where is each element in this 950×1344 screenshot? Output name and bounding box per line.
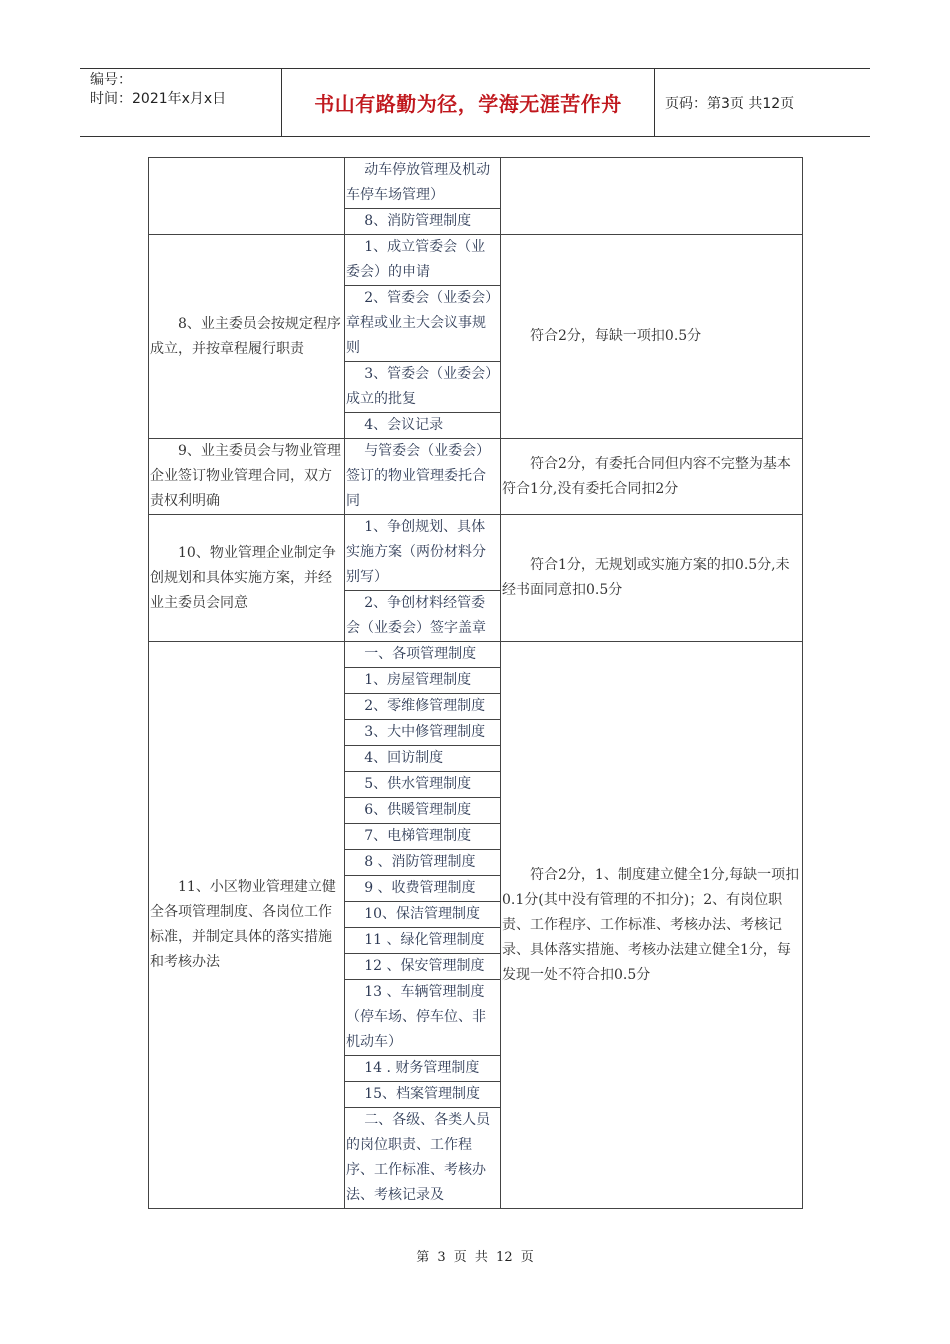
material-cell [345,1082,501,1108]
criterion-cell [149,515,345,642]
material-cell [345,235,501,286]
material-cell [345,362,501,413]
material-item-text: 3、大中修管理制度 [364,724,486,740]
material-item-text: 与管委会（业委会）签订的物业管理委托合同 [346,443,491,509]
material-item-text: 9 、收费管理制度 [364,880,476,896]
material-cell [345,824,501,850]
scoring-cell [501,235,803,439]
material-cell [345,1108,501,1209]
material-cell [345,980,501,1056]
scoring-cell [501,642,803,1209]
criterion-cell [149,642,345,1209]
criterion-text: 10、物业管理企业制定争创规划和具体实施方案，并经业主委员会同意 [150,544,336,611]
criterion-cell [149,158,345,235]
material-item-text: 1、争创规划、具体实施方案（两份材料分别写） [346,519,486,585]
header-meta [80,69,282,136]
material-cell [345,158,501,209]
material-cell [345,439,501,515]
material-item-text: 动车停放管理及机动车停车场管理） [346,162,491,203]
material-cell [345,515,501,591]
material-cell [345,642,501,668]
header-motto: 书山有路勤为径，学海无涯苦作舟 [314,92,622,116]
date-label: 时间：2021年x月x日 [90,91,227,107]
material-item-text: 5、供水管理制度 [364,776,472,792]
material-item-text: 4、回访制度 [364,750,444,766]
material-item-text: 1、成立管委会（业委会）的申请 [346,239,486,280]
serial-number-label: 编号： [90,72,132,88]
material-cell [345,668,501,694]
table-row [149,158,803,209]
material-cell [345,798,501,824]
criterion-text: 8、业主委员会按规定程序成立，并按章程履行职责 [150,315,341,357]
material-item-text: 2、管委会（业委会）章程或业主大会议事规则 [346,290,493,356]
material-cell [345,876,501,902]
material-cell [345,954,501,980]
material-cell [345,772,501,798]
material-item-text: 14 . 财务管理制度 [364,1060,480,1076]
material-item-text: 13 、车辆管理制度（停车场、停车位、非机动车） [346,984,486,1050]
material-item-text: 1、房屋管理制度 [364,672,472,688]
scoring-cell [501,439,803,515]
header-page-info: 页码：第3页 共12页 [665,95,795,112]
material-cell [345,720,501,746]
material-item-text: 2、零维修管理制度 [364,698,486,714]
material-item-text: 4、会议记录 [364,417,444,433]
material-item-text: 一、各项管理制度 [364,646,477,662]
material-item-text: 11 、绿化管理制度 [364,932,485,948]
material-cell [345,902,501,928]
material-cell [345,286,501,362]
material-item-text: 15、档案管理制度 [364,1086,481,1102]
criterion-cell [149,439,345,515]
header-motto-cell [282,69,655,136]
material-cell [345,850,501,876]
material-item-text: 7、电梯管理制度 [364,828,472,844]
material-item-text: 2、争创材料经管委会（业委会）签字盖章 [346,595,486,636]
table-row [149,642,803,668]
scoring-text: 符合2分，1、制度建立健全1分,每缺一项扣0.1分(其中没有管理的不扣分)；2、有岗位职责、工作程序、工作标准、考核办法、考核记录、具体落实措施、考核办法建立健全1分，每发现一处不符合扣0.5分 [502,866,800,983]
assessment-table-body [149,158,803,1209]
scoring-text: 符合2分，每缺一项扣0.5分 [530,328,702,344]
material-cell [345,591,501,642]
scoring-text: 符合2分，有委托合同但内容不完整为基本符合1分,没有委托合同扣2分 [502,455,791,497]
page-header [80,68,870,137]
material-cell [345,209,501,235]
material-item-text: 3、管委会（业委会）成立的批复 [346,366,493,407]
material-item-text: 10、保洁管理制度 [364,906,481,922]
criterion-cell [149,235,345,439]
table-row [149,439,803,515]
table-row [149,515,803,591]
material-cell [345,694,501,720]
scoring-text: 符合1分，无规划或实施方案的扣0.5分,未经书面同意扣0.5分 [502,557,790,598]
assessment-table [148,157,803,1209]
material-item-text: 12 、保安管理制度 [364,958,485,974]
material-cell [345,413,501,439]
material-cell [345,928,501,954]
material-cell [345,746,501,772]
criterion-text: 11、小区物业管理建立健全各项管理制度、各岗位工作标准，并制定具体的落实措施和考核办法 [150,879,336,970]
criterion-text: 9、业主委员会与物业管理企业签订物业管理合同，双方责权利明确 [150,443,341,509]
material-item-text: 8 、消防管理制度 [364,854,476,870]
material-cell [345,1056,501,1082]
material-item-text: 二、各级、各类人员的岗位职责、工作程序、工作标准、考核办法、考核记录及 [346,1112,491,1203]
scoring-cell [501,515,803,642]
scoring-cell [501,158,803,235]
table-row [149,235,803,286]
page-footer: 第 3 页 共 12 页 [416,1250,534,1265]
material-item-text: 8、消防管理制度 [364,213,472,229]
material-item-text: 6、供暖管理制度 [364,802,472,818]
